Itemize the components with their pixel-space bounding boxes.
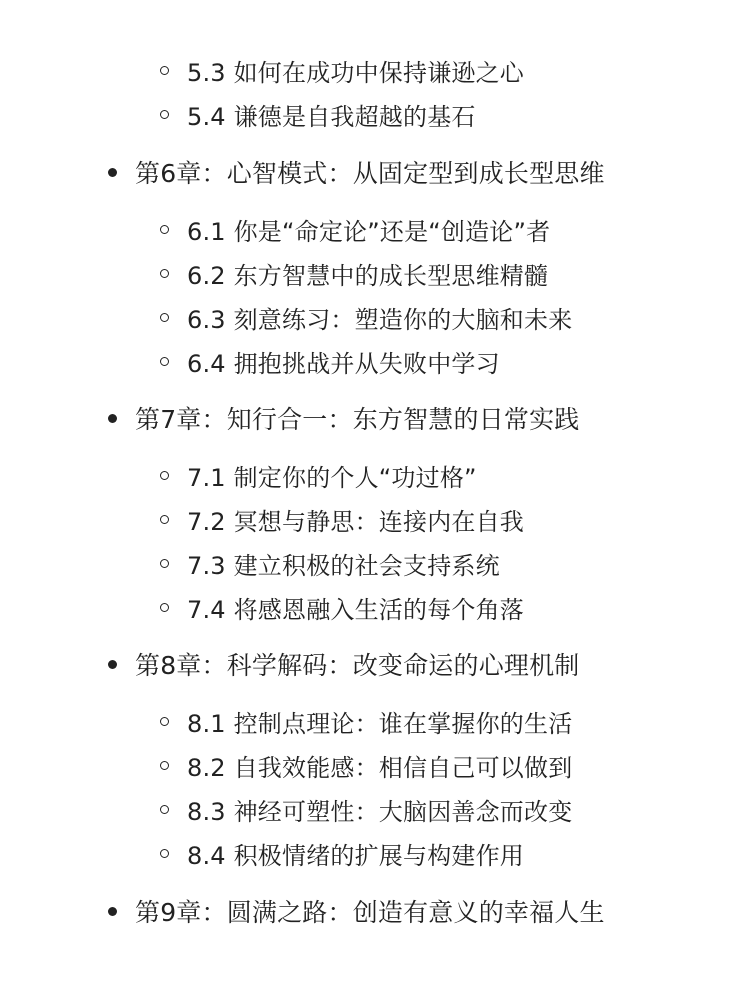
hollow-bullet-icon (160, 515, 169, 524)
chapter-title: 第7章：知行合一：东方智慧的日常实践 (135, 405, 580, 434)
list-item (160, 341, 500, 381)
filled-bullet-icon (108, 660, 117, 669)
list-item-text: 8.3 神经可塑性：大脑因善念而改变 (187, 797, 573, 826)
filled-bullet-icon (108, 907, 117, 916)
chapter-title: 第8章：科学解码：改变命运的心理机制 (135, 651, 580, 680)
list-item-text: 6.2 东方智慧中的成长型思维精髓 (187, 261, 549, 290)
hollow-bullet-icon (160, 717, 169, 726)
list-item-text: 5.4 谦德是自我超越的基石 (187, 102, 476, 131)
list-item-text: 7.3 建立积极的社会支持系统 (187, 551, 500, 580)
list-item (160, 50, 524, 90)
list-item (160, 253, 548, 293)
hollow-bullet-icon (160, 269, 169, 278)
list-item (160, 833, 524, 873)
chapter-item (108, 891, 605, 931)
list-item (160, 543, 500, 583)
hollow-bullet-icon (160, 225, 169, 234)
hollow-bullet-icon (160, 313, 169, 322)
list-item (160, 94, 476, 134)
hollow-bullet-icon (160, 761, 169, 770)
chapter-title: 第6章：心智模式：从固定型到成长型思维 (135, 159, 605, 188)
list-item-text: 7.4 将感恩融入生活的每个角落 (187, 595, 524, 624)
list-item (160, 209, 550, 249)
list-item-text: 8.4 积极情绪的扩展与构建作用 (187, 841, 524, 870)
list-item-text: 6.3 刻意练习：塑造你的大脑和未来 (187, 305, 573, 334)
hollow-bullet-icon (160, 471, 169, 480)
list-item-text: 6.4 拥抱挑战并从失败中学习 (187, 349, 500, 378)
list-item-text: 8.1 控制点理论：谁在掌握你的生活 (187, 709, 573, 738)
filled-bullet-icon (108, 168, 117, 177)
list-item-text: 7.2 冥想与静思：连接内在自我 (187, 507, 524, 536)
hollow-bullet-icon (160, 110, 169, 119)
chapter-title: 第9章：圆满之路：创造有意义的幸福人生 (135, 898, 605, 927)
list-item-text: 7.1 制定你的个人“功过格” (187, 463, 477, 492)
filled-bullet-icon (108, 414, 117, 423)
chapter-item (108, 398, 580, 438)
list-item (160, 587, 524, 627)
hollow-bullet-icon (160, 559, 169, 568)
chapter-item (108, 644, 580, 684)
list-item (160, 745, 572, 785)
hollow-bullet-icon (160, 603, 169, 612)
hollow-bullet-icon (160, 66, 169, 75)
list-item-text: 8.2 自我效能感：相信自己可以做到 (187, 753, 573, 782)
list-item-text: 6.1 你是“命定论”还是“创造论”者 (187, 217, 551, 246)
chapter-item (108, 152, 605, 192)
list-item (160, 297, 572, 337)
list-item-text: 5.3 如何在成功中保持谦逊之心 (187, 58, 524, 87)
list-item (160, 455, 477, 495)
hollow-bullet-icon (160, 849, 169, 858)
list-item (160, 789, 572, 829)
hollow-bullet-icon (160, 357, 169, 366)
list-item (160, 701, 572, 741)
hollow-bullet-icon (160, 805, 169, 814)
list-item (160, 499, 524, 539)
